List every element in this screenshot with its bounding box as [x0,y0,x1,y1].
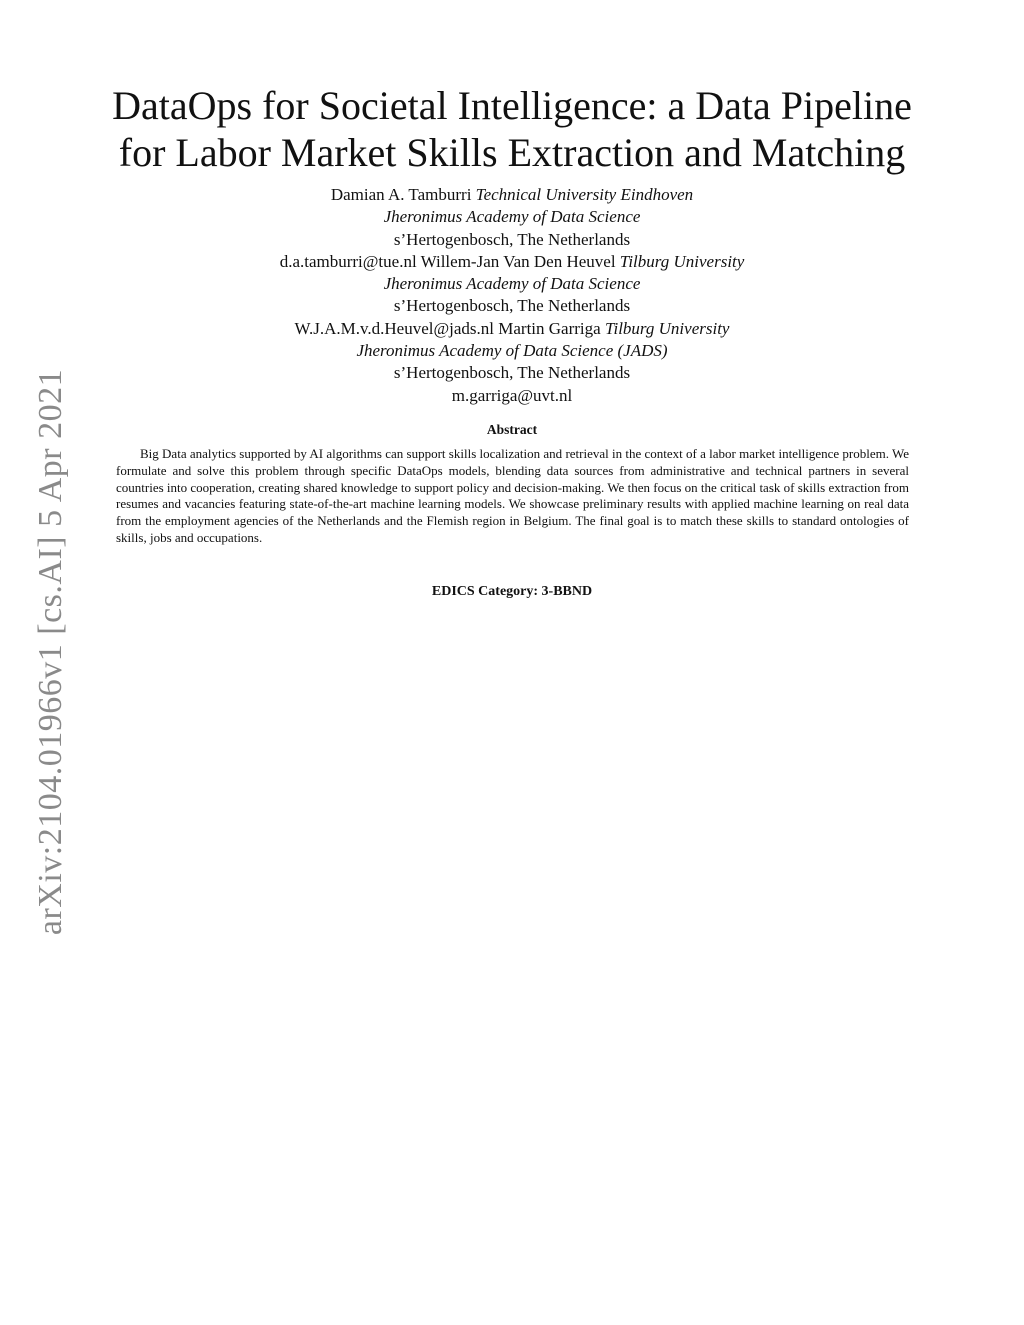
author-3-institute: Jheronimus Academy of Data Science (JADS) [356,341,668,361]
author-1-city: s’Hertogenbosch, The Netherlands [393,229,631,249]
author-line-7 [80,318,944,340]
author-line-9 [80,362,944,384]
author-2-institute: Jheronimus Academy of Data Science [383,274,641,294]
author-1-email: d.a.tamburri@tue.nl [279,251,417,271]
author-line-5 [80,273,944,295]
edics-category: EDICS Category: 3-BBND [431,584,593,599]
abstract-heading: Abstract [486,422,538,437]
author-2-city: s’Hertogenbosch, The Netherlands [393,296,631,316]
author-line-1 [80,184,944,206]
author-line-3 [80,229,944,251]
arxiv-identifier-stamp [29,368,73,936]
author-line-2 [80,206,944,228]
paper-title-line-2: for Labor Market Skills Extraction and Matching [118,130,906,175]
author-3-affiliation: Tilburg University [604,318,730,338]
author-line-10 [80,385,944,407]
author-2-email: W.J.A.M.v.d.Heuvel@jads.nl [294,318,495,338]
abstract-body: Big Data analytics supported by AI algorithms can support skills localization and retrieval in the context of a labor market intelligence problem. We formulate and solve this problem through specific DataOps models, blending data sources from administrative and technical partners in several countries into cooperation, creating shared knowledge to support policy and decision-making. We then focus on the critical task of skills extraction from resumes and vacancies featuring state-of-the-art machine learning models. We showcase preliminary results with applied machine learning on real data from the employment agencies of the Netherlands and the Flemish region in Belgium. The final goal is to match these skills to standard ontologies of skills, jobs and occupations. [116,446,909,545]
arxiv-identifier-text: arXiv:2104.01966v1 [cs.AI] 5 Apr 2021 [32,368,70,936]
author-line-4 [80,251,944,273]
author-1-name: Damian A. Tamburri [330,185,472,204]
author-3-name: Martin Garriga [498,318,601,338]
author-line-6 [80,295,944,317]
paper-title [80,82,944,176]
author-3-email: m.garriga@uvt.nl [451,385,573,405]
author-line-8 [80,340,944,362]
author-2-affiliation: Tilburg University [619,251,745,271]
author-2-name: Willem-Jan Van Den Heuvel [420,251,616,271]
author-block [80,184,944,407]
author-3-city: s’Hertogenbosch, The Netherlands [393,363,631,383]
paper-title-line-1: DataOps for Societal Intelligence: a Data Pipeline [112,83,912,128]
author-1-affiliation: Technical University Eindhoven [475,185,694,204]
author-1-institute: Jheronimus Academy of Data Science [383,207,641,227]
